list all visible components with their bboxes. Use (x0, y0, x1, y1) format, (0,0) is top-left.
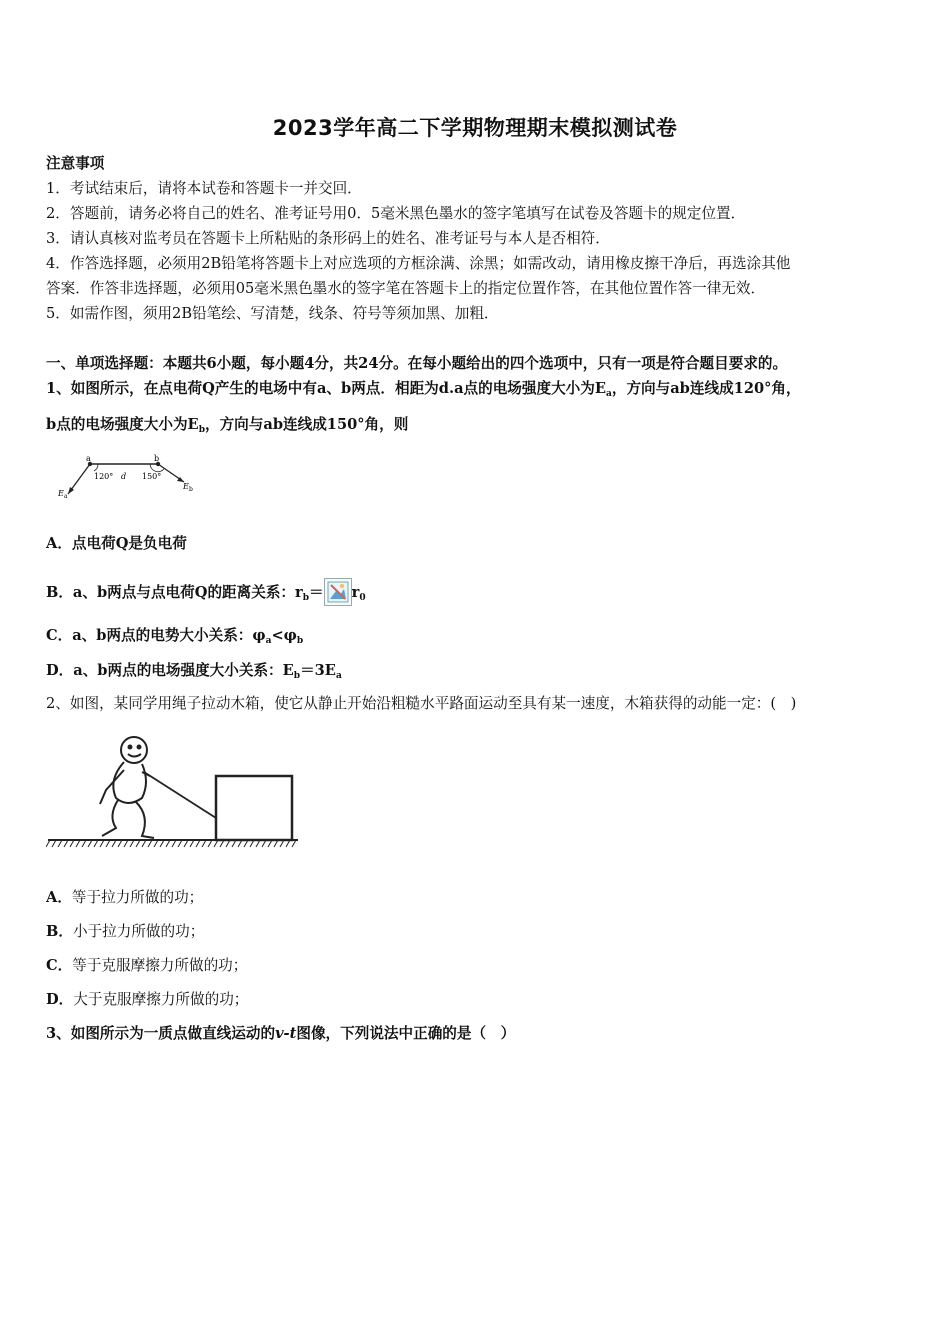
q3-vt-label: v-t (275, 1025, 297, 1042)
option-text: 大于克服摩擦力所做的功； (73, 991, 249, 1008)
q2-option-b (46, 920, 204, 941)
label-eb: E (183, 482, 189, 491)
option-text: D．a、b两点的电场强度大小关系：E (46, 662, 294, 679)
option-text: 等于克服摩擦力所做的功； (72, 957, 248, 974)
q1-option-b (46, 578, 366, 606)
option-sub: b (293, 671, 301, 681)
label-ea: E (58, 489, 64, 498)
q3-stem-text: 图像，下列说法中正确的是（ ） (296, 1025, 516, 1042)
option-text: ＝3E (300, 662, 336, 679)
q1-option-d (46, 659, 342, 681)
notice-item: 3．请认真核对监考员在答题卡上所粘贴的条形码上的姓名、准考证号与本人是否相符． (46, 230, 610, 247)
section-heading: 一、单项选择题：本题共6小题，每小题4分，共24分。在每小题给出的四个选项中，只有一项是符合题目要求的。 (46, 355, 788, 372)
notice-item: 4．作答选择题，必须用2B铅笔将答题卡上对应选项的方框涂满、涂黑；如需改动，请用橡皮擦干净后，再选涂其他 (46, 255, 791, 272)
option-sub: b (302, 593, 310, 603)
q2-option-a (46, 886, 203, 907)
notice-item: 答案．作答非选择题，必须用05毫米黑色墨水的签字笔在答题卡上的指定位置作答，在其他位置作答一律无效． (46, 280, 766, 297)
option-text: 等于拉力所做的功； (71, 889, 204, 906)
option-text: 小于拉力所做的功； (72, 923, 205, 940)
q1-option-c (46, 624, 303, 646)
q3-stem (46, 1022, 515, 1043)
label-a: a (86, 454, 91, 463)
q3-stem-text: 3、如图所示为一质点做直线运动的 (46, 1025, 276, 1042)
q1-stem-line2 (46, 413, 408, 435)
q1-field-diagram (54, 452, 204, 502)
option-sub: b (296, 636, 304, 646)
notice-item: 5．如需作图，须用2B铅笔绘、写清楚，线条、符号等须加黑、加粗． (46, 305, 499, 322)
option-letter: A． (46, 889, 72, 906)
q1-option-a: A．点电荷Q是负电荷 (46, 535, 187, 552)
q1-stem-line1 (46, 377, 801, 399)
label-angle-b: 150° (142, 472, 162, 481)
q1-sub: a (606, 389, 612, 399)
broken-image-icon (324, 578, 352, 606)
q2-option-d (46, 988, 248, 1009)
notice-item: 2．答题前，请务必将自己的姓名、准考证号用0．5毫米黑色墨水的签字笔填写在试卷及答题卡的规定位置． (46, 205, 746, 222)
option-text: ＝ (309, 584, 324, 601)
q1-sub: b (198, 425, 205, 435)
q2-box-pull-figure (46, 732, 302, 852)
q2-option-c (46, 954, 247, 975)
q1-stem-text: ，方向与ab连线成150°角，则 (204, 416, 409, 433)
page-title: 2023学年高二下学期物理期末模拟测试卷 (272, 116, 678, 140)
rope (144, 772, 216, 818)
q1-stem-text: ，方向与ab连线成120°角， (611, 380, 801, 397)
option-text: B．a、b两点与点电荷Q的距离关系：r (46, 584, 303, 601)
option-letter: B． (46, 923, 73, 940)
option-sub: a (265, 636, 272, 646)
option-text: <φ (271, 627, 297, 644)
q1-stem-text: 1、如图所示，在点电荷Q产生的电场中有a、b两点．相距为d.a点的电场强度大小为E (46, 380, 606, 397)
label-d: d (121, 472, 127, 481)
q1-stem-text: b点的电场强度大小为E (46, 416, 199, 433)
option-letter: C． (46, 957, 73, 974)
label-eb-sub: b (189, 486, 193, 493)
option-text: r (351, 584, 360, 601)
angle-arc-a (94, 464, 98, 471)
label-ea-sub: a (64, 493, 68, 500)
label-angle-a: 120° (94, 472, 114, 481)
wooden-box (216, 776, 292, 840)
q2-stem: 2、如图，某同学用绳子拉动木箱，使它从静止开始沿粗糙水平路面运动至具有某一速度，木箱获得的动能一定：( ) (46, 695, 797, 712)
person-figure (100, 737, 154, 838)
notice-heading: 注意事项 (46, 155, 105, 172)
notice-item: 1．考试结束后，请将本试卷和答题卡一并交回． (46, 180, 362, 197)
option-sub: 0 (359, 593, 366, 603)
label-b: b (154, 454, 160, 463)
option-sub: a (335, 671, 342, 681)
option-letter: D． (46, 991, 74, 1008)
option-text: C．a、b两点的电势大小关系：φ (46, 627, 266, 644)
